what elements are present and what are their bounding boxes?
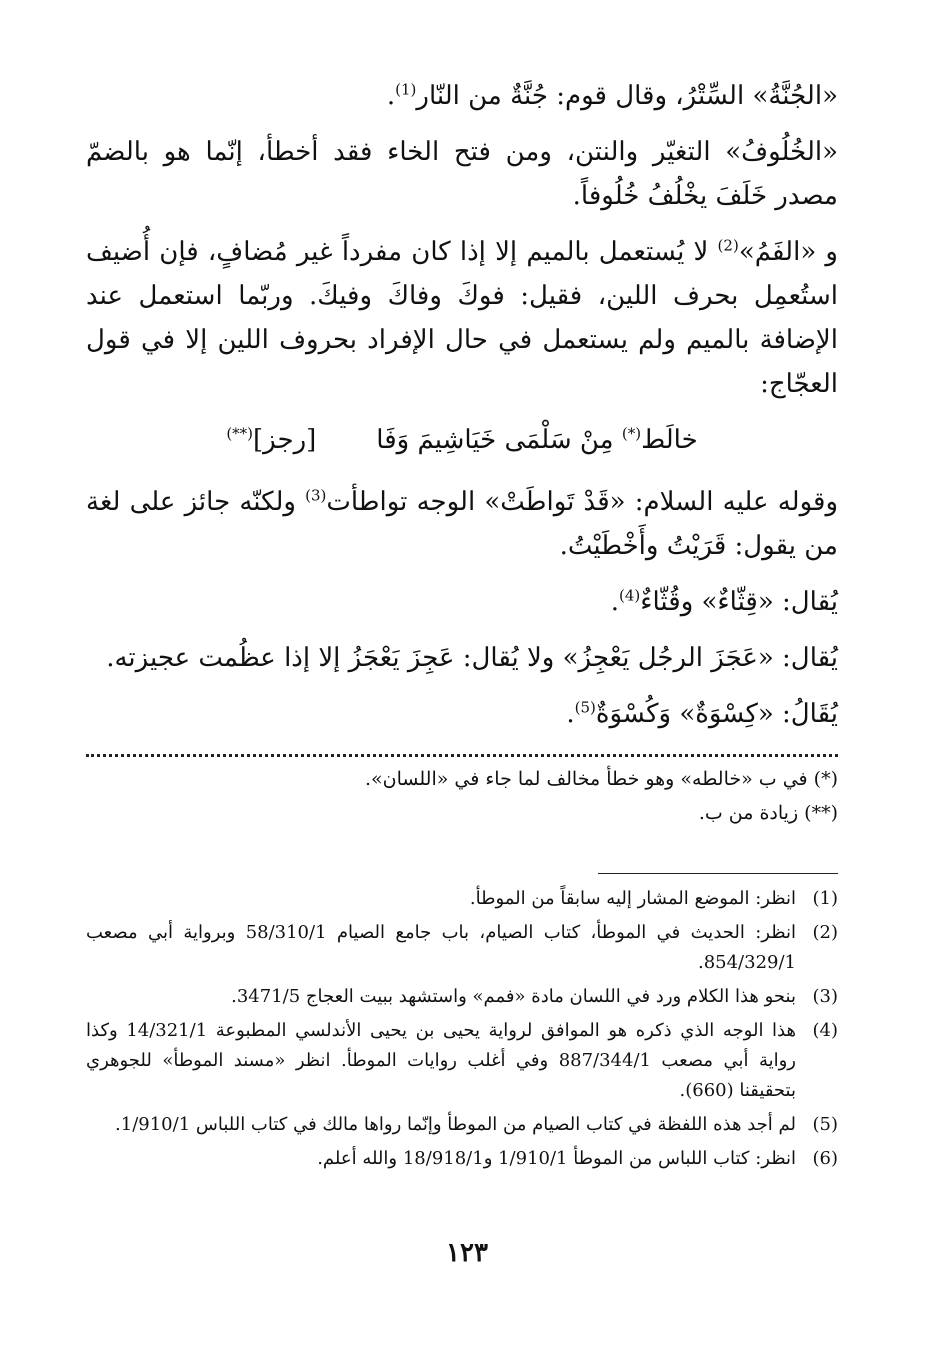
- footnote-item: [86, 982, 838, 1012]
- paragraph-aljunna: «الجُنَّةُ» السِّتْرُ، وقال قوم: جُنَّةٌ من النّار$^{(1)}$.: [386, 80, 838, 111]
- footnote-number: (2): [812, 922, 838, 943]
- paragraph-qiththa: يُقال: «قِثّاءٌ» وقُثّاءٌ$^{(4)}$.: [610, 586, 838, 617]
- footnote-item: [86, 1144, 838, 1174]
- paragraph-tawatat: وقوله عليه السلام: «قَدْ تَواطَتْ» الوجه تواطأت$^{(3)}$ ولكنّه جائز على لغة من يقول: قَرَيْتُ وأَخْطَيْتُ.: [86, 486, 838, 561]
- paragraph-alkhuluf: «الخُلُوفُ» التغيّر والنتن، ومن فتح الخاء فقد أخطأ، إنّما هو بالضمّ مصدر خَلَفَ يخْلُفُ خُلُوفاً.: [86, 137, 838, 211]
- footnote-text: بنحو هذا الكلام ورد في اللسان مادة «فمم» واستشهد ببيت العجاج 3471/5.: [231, 986, 796, 1007]
- star-note: (*) في ب «خالطه» وهو خطأ مخالف لما جاء في «اللسان».: [365, 768, 838, 790]
- footnote-text: لم أجد هذه اللفظة في كتاب الصيام من الموطأ وإنّما رواها مالك في كتاب اللباس 1/910/1.: [115, 1114, 796, 1135]
- footnote-number: (3): [812, 986, 838, 1007]
- footnote-ref-2[interactable]: (2): [717, 236, 739, 255]
- footnote-ref-1[interactable]: (1): [395, 80, 417, 99]
- footnote-number: (4): [812, 1020, 838, 1041]
- footnote-text: هذا الوجه الذي ذكره هو الموافق لرواية يحيى بن يحيى الأندلسي المطبوعة 14/321/1 وكذا رواية أبي مصعب 887/344/1 وفي أغلب روايات الموطأ. انظر «مسند الموطأ» للجوهري بتحقيقنا (660).: [86, 1020, 797, 1101]
- footnote-ref-3[interactable]: (3): [305, 486, 327, 505]
- footnote-item: [86, 1110, 838, 1140]
- footnote-rule: [598, 873, 838, 874]
- star-ref-1[interactable]: (*): [621, 424, 642, 443]
- footnote-number: (6): [812, 1148, 838, 1169]
- footnote-text: انظر: الموضع المشار إليه سابقاً من الموطأ.: [469, 888, 796, 909]
- verse-line: [86, 418, 838, 462]
- paragraph-alfam: و «الفَمُ»$^{(2)}$ لا يُستعمل بالميم إلا إذا كان مفرداً غير مُضافٍ، فإن أُضيف استُعمِل بحرف اللين، فقيل: فوكَ وفاكَ وفيكَ. وربّما استعمل عند الإضافة بالميم ولم يستعمل في حال الإفراد بحروف اللين إلا في قول العجّاج:: [86, 236, 838, 399]
- footnote-text: انظر: الحديث في الموطأ، كتاب الصيام، باب جامع الصيام 58/310/1 وبرواية أبي مصعب 854/329/1.: [86, 922, 796, 973]
- star-note: (**) زيادة من ب.: [698, 802, 838, 824]
- paragraph-kiswa: يُقَالُ: «كِسْوَةٌ» وَكُسْوَةٌ$^{(5)}$.: [566, 698, 838, 729]
- footnote-item: [86, 918, 838, 978]
- star-notes: [86, 762, 838, 830]
- star-ref-2[interactable]: (**): [226, 424, 254, 443]
- footnotes: [86, 884, 838, 1178]
- verse-hemistich: خالَط(*) مِنْ سَلْمَى خَيَاشِيمَ وَفَا: [376, 424, 698, 455]
- footnote-number: (1): [812, 888, 838, 909]
- footnote-number: (5): [812, 1114, 838, 1135]
- paragraph-ajaza: يُقال: «عَجَزَ الرجُل يَعْجِزُ» ولا يُقال: عَجِزَ يَعْجَزُ إلا إذا عظُمت عجيزته.: [106, 643, 838, 673]
- verse-meter: [رجز](**): [226, 424, 317, 455]
- page-number: ١٢٣: [446, 1238, 488, 1268]
- footnote-item: [86, 1016, 838, 1106]
- main-text: [86, 74, 838, 748]
- footnote-ref-5[interactable]: (5): [574, 698, 596, 717]
- dotted-separator: [86, 744, 838, 757]
- footnote-text: انظر: كتاب اللباس من الموطأ 1/910/1 و18/918/1 والله أعلم.: [317, 1148, 796, 1169]
- footnote-item: [86, 884, 838, 914]
- footnote-ref-4[interactable]: (4): [619, 586, 641, 605]
